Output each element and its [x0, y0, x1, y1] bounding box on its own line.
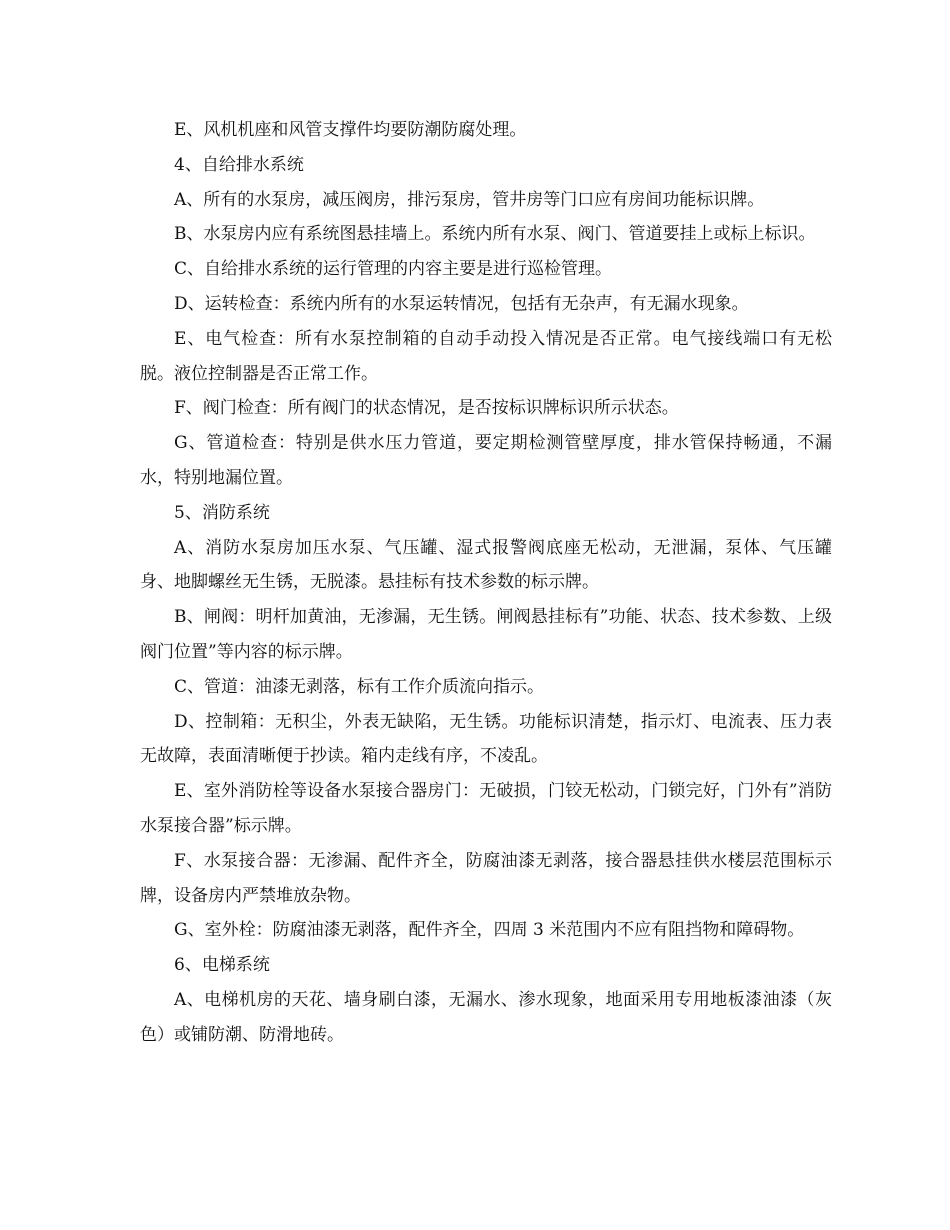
- section-heading: 4、自给排水系统: [174, 154, 304, 175]
- paragraph: E、风机机座和风管支撑件均要防潮防腐处理。: [174, 120, 527, 140]
- section-heading: 6、电梯系统: [174, 955, 270, 976]
- paragraph: F、水泵接合器：无渗漏、配件齐全，防腐油漆无剥落，接合器悬挂供水楼层范围标示牌，设备房内严禁堆放杂物。: [140, 850, 832, 906]
- paragraph: B、水泵房内应有系统图悬挂墙上。系统内所有水泵、阀门、管道要挂上或标上标识。: [174, 224, 816, 245]
- paragraph: A、所有的水泵房，减压阀房，排污泵房，管井房等门口应有房间功能标识牌。: [174, 189, 765, 210]
- paragraph: G、管道检查：特别是供水压力管道，要定期检测管壁厚度，排水管保持畅通，不漏水，特别地漏位置。: [140, 433, 832, 488]
- paragraph: F、阀门检查：所有阀门的状态情况，是否按标识牌标识所示状态。: [174, 398, 679, 419]
- paragraph: E、室外消防栓等设备水泵接合器房门：无破损，门铰无松动，门锁完好，门外有”消防水泵接合器”标示牌。: [140, 781, 832, 836]
- paragraph: G、室外栓：防腐油漆无剥落，配件齐全，四周 3 米范围内不应有阻挡物和障碍物。: [174, 920, 805, 941]
- paragraph: C、自给排水系统的运行管理的内容主要是进行巡检管理。: [174, 259, 613, 280]
- paragraph: C、管道：油漆无剥落，标有工作介质流向指示。: [174, 676, 545, 697]
- paragraph: E、电气检查：所有水泵控制箱的自动手动投入情况是否正常。电气接线端口有无松脱。液位控制器是否正常工作。: [140, 328, 832, 384]
- section-heading: 5、消防系统: [174, 502, 270, 523]
- paragraph: D、控制箱：无积尘，外表无缺陷，无生锈。功能标识清楚，指示灯、电流表、压力表无故障，表面清晰便于抄读。箱内走线有序，不凌乱。: [140, 711, 832, 767]
- paragraph: A、消防水泵房加压水泵、气压罐、湿式报警阀底座无松动，无泄漏，泵体、气压罐身、地脚螺丝无生锈，无脱漆。悬挂标有技术参数的标示牌。: [140, 537, 832, 593]
- paragraph: B、闸阀：明杆加黄油，无渗漏，无生锈。闸阀悬挂标有”功能、状态、技术参数、上级阀门位置”等内容的标示牌。: [140, 607, 832, 662]
- paragraph: D、运转检查：系统内所有的水泵运转情况，包括有无杂声，有无漏水现象。: [174, 293, 749, 314]
- paragraph: A、电梯机房的天花、墙身刷白漆，无漏水、渗水现象，地面采用专用地板漆油漆（灰色）或铺防潮、防滑地砖。: [140, 989, 832, 1045]
